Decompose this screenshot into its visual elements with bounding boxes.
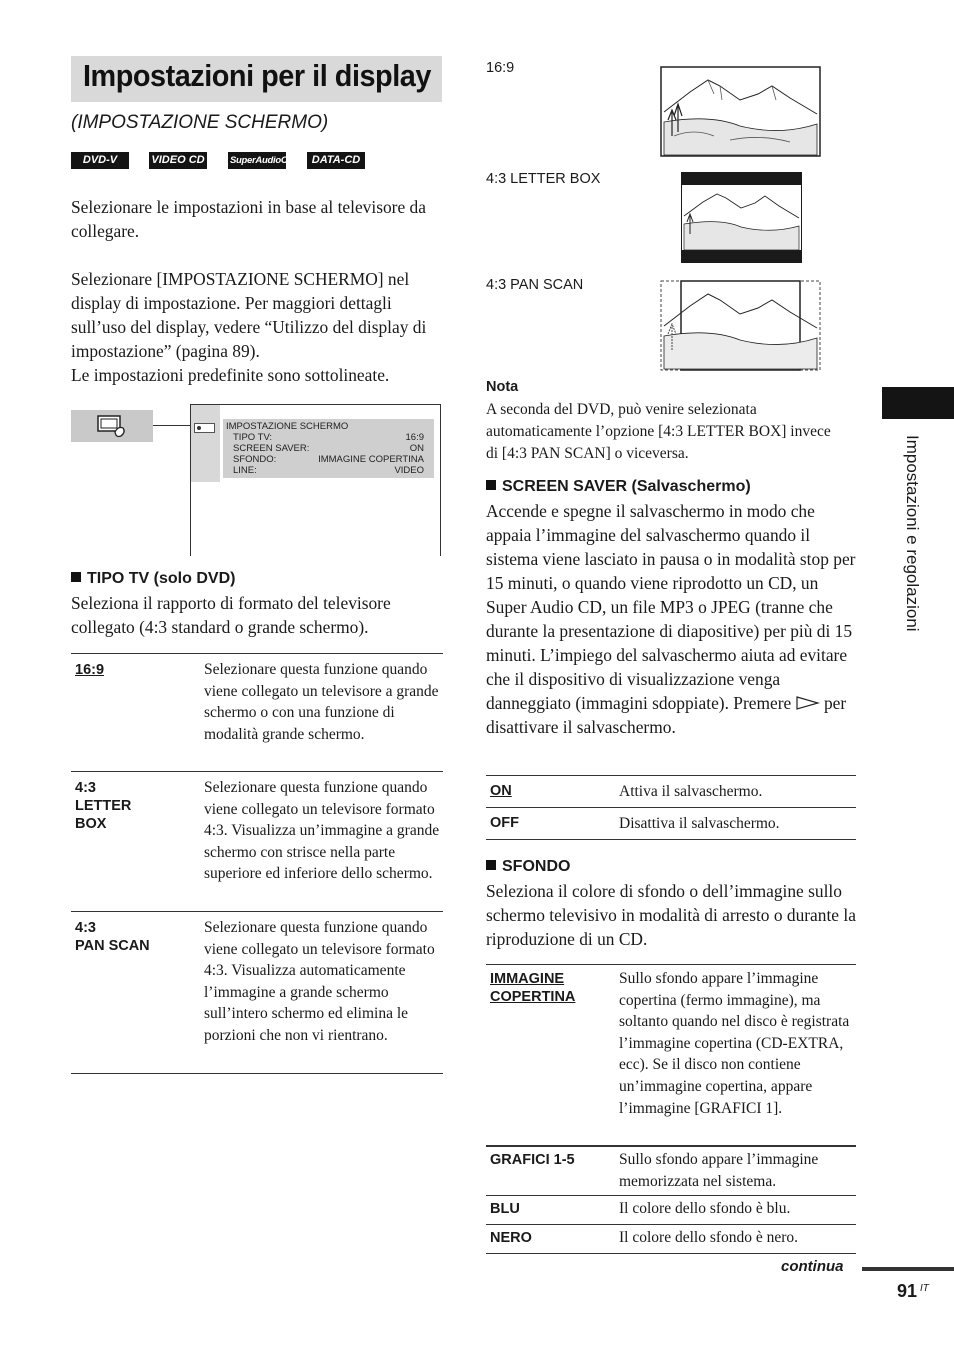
label-panscan: 4:3 PAN SCAN (486, 277, 584, 293)
intro-paragraph-3: Le impostazioni predefinite sono sottolineate. (71, 365, 390, 385)
option-key: 4:3 LETTER BOX (75, 780, 132, 832)
menu-side-strip (191, 405, 220, 482)
option-description: Il colore dello sfondo è blu. (619, 1200, 791, 1217)
sfondo-table (486, 964, 856, 1254)
option-key: 16:9 (75, 662, 105, 678)
square-bullet-icon (71, 572, 81, 582)
menu-row-value: VIDEO (394, 465, 424, 476)
option-key: OFF (490, 815, 519, 831)
tipo-tv-table (71, 653, 443, 1074)
nota-heading: Nota (486, 379, 519, 395)
tipo-tv-heading (71, 570, 235, 588)
continua-label: continua (781, 1258, 844, 1275)
sfondo-description: Seleziona il colore di sfondo o dell’immagine sullo schermo televisivo in modalità di arresto o durante la riproduzione di un CD. (486, 881, 856, 949)
menu-row-label: SFONDO: (233, 454, 277, 465)
tipo-tv-description: Seleziona il rapporto di formato del televisore collegato (4:3 standard o grande schermo). (71, 593, 391, 637)
badge-data-cd: DATA-CD (307, 152, 365, 169)
table-row (486, 1196, 856, 1225)
screen-saver-description: Accende e spegne il salvaschermo in modo che appaia l’immagine del salvaschermo quando il sistema viene lasciato in pausa o in modalità stop per 15 minuti, o quando viene riprodotto un CD, un Super Audio CD, un file MP3 o JPEG (tranne che durante la presentazione di diapositive) per più di 15 minuti. L’impiego del salvaschermo aiuta ad evitare che il dispositivo di visualizzazione venga danneggiato (immagini sdoppiate). Premere per disattivare il salvaschermo. (486, 501, 856, 737)
screen-saver-heading (486, 478, 751, 496)
square-bullet-icon (486, 860, 496, 870)
page-number: 91 (897, 1281, 918, 1301)
tipo-tv-heading-text: TIPO TV (solo DVD) (87, 570, 236, 587)
table-row (486, 1225, 856, 1254)
square-bullet-icon (486, 480, 496, 490)
option-key: 4:3 PAN SCAN (75, 920, 150, 954)
display-setup-icon (71, 410, 153, 442)
widescreen-illustration (660, 66, 821, 157)
menu-connector-line (153, 425, 194, 426)
option-description: Selezionare questa funzione quando viene collegato un televisore a grande schermo o con una funzione di modalità grande schermo. (204, 661, 439, 743)
title-banner (71, 56, 442, 102)
menu-row-label: LINE: (233, 465, 257, 476)
intro-paragraph-1: Selezionare le impostazioni in base al televisore da collegare. (71, 197, 426, 241)
menu-row-value: ON (409, 443, 424, 454)
letterbox-illustration (681, 172, 802, 263)
menu-row-tipo-tv[interactable] (233, 432, 424, 443)
option-key: IMMAGINE COPERTINA (490, 971, 576, 1005)
setup-icon-tab (71, 410, 153, 442)
sfondo-heading-text: SFONDO (502, 858, 571, 875)
option-key: BLU (490, 1201, 520, 1217)
option-description: Il colore dello sfondo è nero. (619, 1229, 799, 1246)
page-subtitle: (IMPOSTAZIONE SCHERMO) (71, 112, 329, 133)
label-16-9: 16:9 (486, 60, 515, 76)
menu-row-sfondo[interactable] (233, 454, 424, 465)
option-key: GRAFICI 1-5 (490, 1152, 575, 1168)
menu-header: IMPOSTAZIONE SCHERMO (226, 421, 349, 432)
option-description: Selezionare questa funzione quando viene collegato un televisore formato 4:3. Visualizza un’immagine a grande schermo con strisce nella parte superiore ed inferiore dello schermo. (204, 779, 440, 883)
page-title: Impostazioni per il display (83, 58, 431, 93)
section-tab-marker (882, 387, 954, 419)
table-row (71, 654, 443, 772)
badge-video-cd: VIDEO CD (149, 152, 207, 169)
menu-row-screen-saver[interactable] (233, 443, 424, 454)
option-key: NERO (490, 1230, 532, 1246)
table-row (71, 772, 443, 912)
option-description: Attiva il salvaschermo. (619, 783, 763, 800)
panscan-illustration (660, 280, 821, 371)
option-description: Disattiva il salvaschermo. (619, 815, 780, 832)
screen-saver-heading-text: SCREEN SAVER (Salvaschermo) (502, 478, 751, 495)
page-language-suffix: IT (920, 1283, 929, 1294)
table-row (486, 776, 856, 808)
badge-super-audio-cd: SuperAudioCD (228, 152, 286, 169)
play-button-icon (796, 696, 820, 710)
sfondo-heading (486, 858, 570, 876)
option-description: Sullo sfondo appare l’immagine memorizzata nel sistema. (619, 1151, 819, 1190)
menu-row-label: TIPO TV: (233, 432, 273, 443)
screen-saver-table (486, 775, 856, 840)
menu-row-value: IMMAGINE COPERTINA (318, 454, 424, 465)
setup-menu-panel (223, 419, 434, 478)
table-row (486, 808, 856, 840)
badge-dvd-v: DVD-V (71, 152, 129, 169)
option-description: Sullo sfondo appare l’immagine copertina (fermo immagine), ma soltanto quando nel disco è registrata l’immagine copertina (CD-EXTRA, ecc). Se il disco non contiene un’immagine copertina, appare l’immagine [GRAFICI 1]. (619, 970, 850, 1117)
continua-rule (862, 1267, 954, 1271)
menu-row-line[interactable] (233, 465, 424, 476)
menu-row-value: 16:9 (405, 432, 424, 443)
table-row (486, 965, 856, 1147)
nota-text: A seconda del DVD, può venire selezionata automaticamente l’opzione [4:3 LETTER BOX] invece di [4:3 PAN SCAN] o viceversa. (486, 401, 831, 462)
intro-paragraph-2: Selezionare [IMPOSTAZIONE SCHERMO] nel display di impostazione. Per maggiori dettagli sull’uso del display, vedere “Utilizzo del display di impostazione” (pagina 89). (71, 269, 427, 361)
table-row (71, 912, 443, 1074)
menu-cursor (194, 423, 215, 433)
menu-row-label: SCREEN SAVER: (233, 443, 310, 454)
option-key: ON (490, 783, 512, 799)
label-letterbox: 4:3 LETTER BOX (486, 171, 601, 187)
option-description: Selezionare questa funzione quando viene collegato un televisore formato 4:3. Visualizza automaticamente l’immagine a grande schermo sull’intero schermo ed elimina le porzioni che non vi rientrano. (204, 919, 435, 1044)
section-side-label: Impostazioni e regolazioni (903, 435, 922, 632)
table-row (486, 1147, 856, 1196)
